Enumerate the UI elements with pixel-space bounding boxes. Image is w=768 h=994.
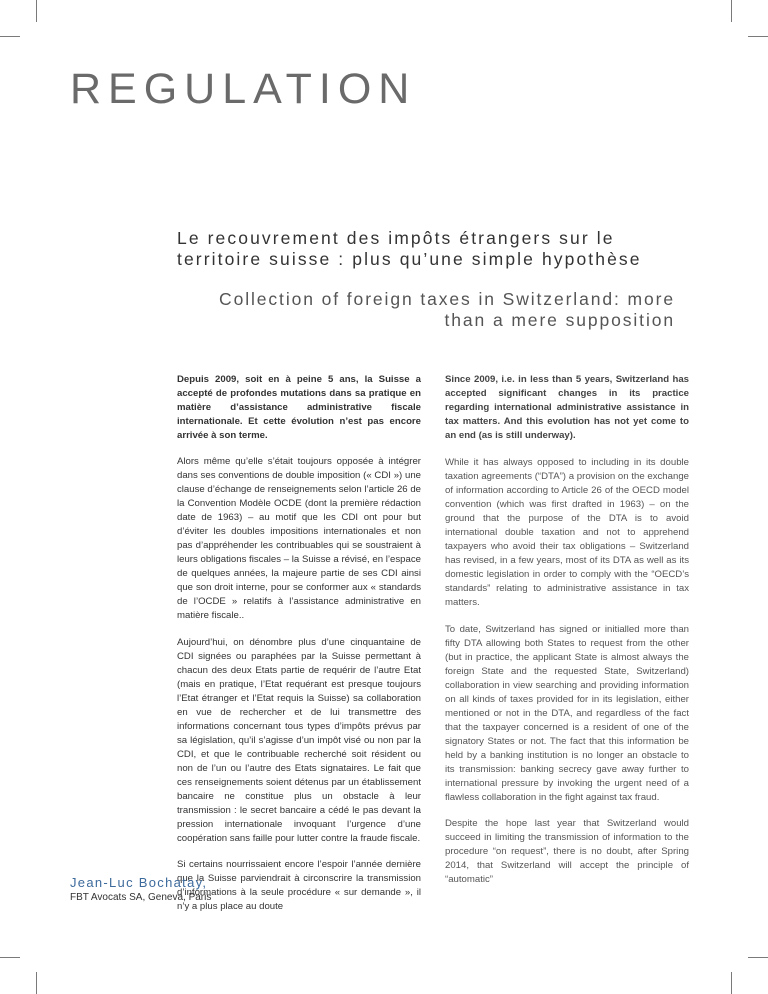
crop-mark [36, 972, 37, 994]
article-title-en: Collection of foreign taxes in Switzerland: more than a mere supposition [219, 289, 675, 330]
lead-paragraph-fr: Depuis 2009, soit en à peine 5 ans, la Suisse a accepté de profondes mutations dans sa pratique en matière d’assistance administrative fiscale internationale. Et cette évolution n’est pas encore arrivée à son terme. [177, 374, 421, 441]
article-title-fr: Le recouvrement des impôts étrangers sur le territoire suisse : plus qu’une simple hypothèse [177, 228, 642, 269]
lead-paragraph-en: Since 2009, i.e. in less than 5 years, Switzerland has accepted significant changes in its practice regarding international administrative assistance in tax matters. And this evolution has not yet come to an end (as is still underway). [445, 374, 689, 441]
crop-mark [0, 957, 20, 958]
french-column [177, 373, 421, 914]
crop-mark [748, 957, 768, 958]
body-paragraph-en: While it has always opposed to including in its double taxation agreements (“DTA”) a provision on the exchange of information according to Article 26 of the OECD model convention (which was first drafted in 1963) – on the ground that the purpose of the DTA is to avoid international double taxation and not to apprehend taxpayers who avoid their tax obligations – Switzerland has revised, in a few years, most of its DTA as well as its domestic legislation in order to comply with the “OECD’s standards” relating to administrative assistance in tax matters. [445, 457, 689, 608]
section-heading: REGULATION [70, 65, 417, 113]
author-byline [70, 875, 211, 904]
body-paragraph-fr: Si certains nourrissaient encore l’espoir l’année dernière que la Suisse parviendrait à circonscrire la transmission d’informations à la seule procédure « sur demande », il n’y a plus place au doute [177, 859, 421, 912]
crop-mark [0, 36, 20, 37]
body-paragraph-fr: Aujourd’hui, on dénombre plus d’une cinquantaine de CDI signées ou paraphées par la Suisse permettant à chacun des deux Etats partie de requérir de l’autre Etat (mais en pratique, l’Etat requérant est presque toujours l’Etat étranger et l’Etat requis la Suisse) sa collaboration en vue de rechercher et de lui transmettre des informations concernant tous types d’impôts prévus par sa législation, qu’il s’agisse d’un impôt visé ou non par la CDI, et que le contribuable recherché soit résident ou non de l’un ou l’autre des Etats signataires. Le fait que ces renseignements soient détenus par un établissement bancaire ne constitue plus un obstacle à leur transmission : le secret bancaire a cédé le pas devant la pression internationale invoquant l’urgence d’une coopération sans faille pour lutter contre la fraude fiscale. [177, 637, 421, 844]
body-paragraph-en: Despite the hope last year that Switzerland would succeed in limiting the transmission of information to the procedure “on request”, there is no doubt, after Spring 2014, that Switzerland will accept the principle of “automatic” [445, 818, 689, 885]
author-name: Jean-Luc Bochatay, [70, 875, 208, 890]
crop-mark [748, 36, 768, 37]
author-firm: FBT Avocats SA, Geneva, Paris [70, 892, 212, 903]
body-paragraph-fr: Alors même qu’elle s’était toujours opposée à intégrer dans ses conventions de double imposition (« CDI ») une clause d’échange de renseignements selon l’article 26 de la Convention Modèle OCDE (dont la première rédaction date de 1963) – au motif que les CDI ont pour but d’éviter les doubles impositions internationales et non pas d’appréhender les contribuables qui se soustraient à leurs obligations fiscales – la Suisse a révisé, en l’espace de quelques années, la majeure partie de ses CDI ainsi que son droit interne, pour se conformer aux « standards de l’OCDE » relatifs à l’assistance administrative en matière fiscale.. [177, 456, 421, 621]
crop-mark [731, 0, 732, 22]
crop-mark [36, 0, 37, 22]
body-paragraph-en: To date, Switzerland has signed or initialled more than fifty DTA allowing both States to request from the other (but in practice, the applicant State is almost always the foreign State and the requested State, Switzerland) collaboration in view searching and providing information on all kinds of taxes provided for in its legislation, either mentioned or not in the DTA, and regardless of the fact that the taxpayer concerned is a resident of one of the signatory States or not. The fact that this information be held by a banking institution is no longer an obstacle to its transmission: banking secrecy gave away further to international pressure by invoking the urgent need of a flawless collaboration in the fight against tax fraud. [445, 624, 689, 803]
crop-mark [731, 972, 732, 994]
english-column [445, 373, 689, 887]
